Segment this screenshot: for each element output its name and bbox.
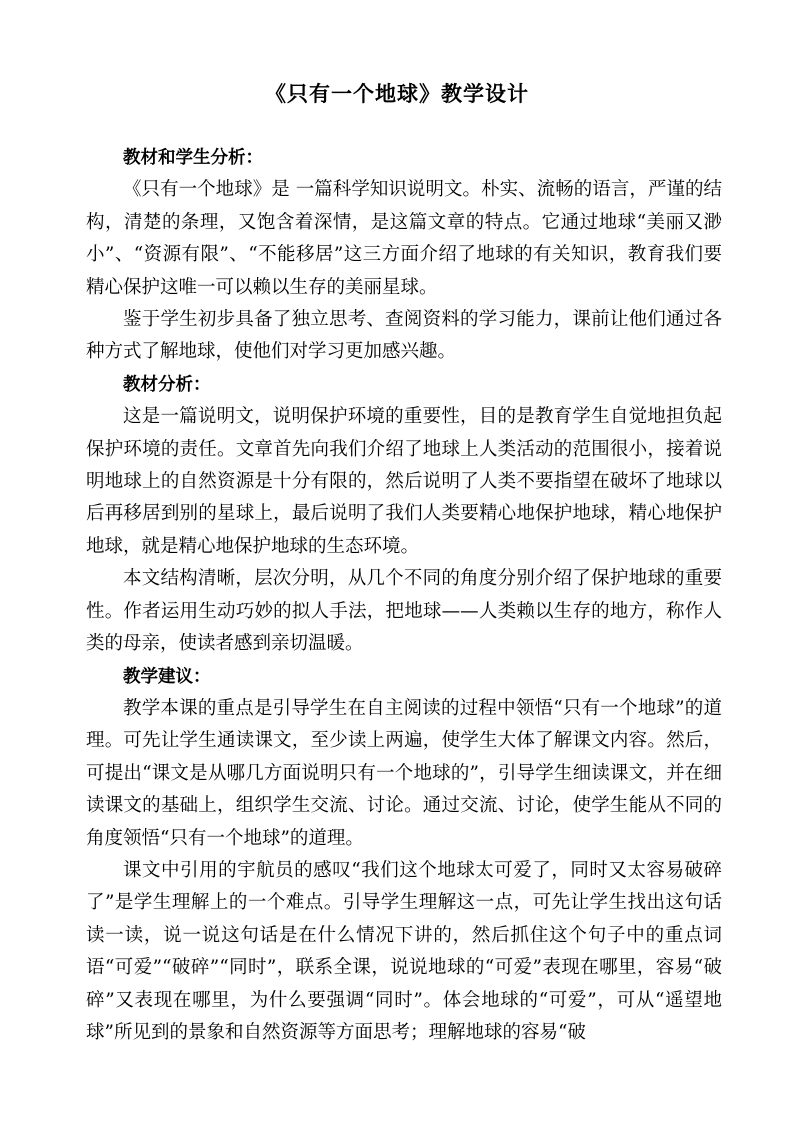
section-heading-materials-students: 教材和学生分析： [123, 148, 263, 168]
paragraph: 鉴于学生初步具备了独立思考、查阅资料的学习能力，课前让他们通过各种方式了解地球，使他们对学习更加感兴趣。 [86, 309, 722, 363]
paragraph: 本文结构清晰，层次分明，从几个不同的角度分别介绍了保护地球的重要性。作者运用生动巧妙的拟人手法，把地球——人类赖以生存的地方，称作人类的母亲，使读者感到亲切温暖。 [86, 568, 722, 655]
paragraph: 这是一篇说明文，说明保护环境的重要性，目的是教育学生自觉地担负起保护环境的责任。文章首先向我们介绍了地球上人类活动的范围很小，接着说明地球上的自然资源是十分有限的，然后说明了人类不要指望在破坏了地球以后再移居到别的星球上，最后说明了我们人类要精心地保护地球，精心地保护地球，就是精心地保护地球的生态环境。 [86, 406, 722, 557]
paragraph: 课文中引用的宇航员的感叹“我们这个地球太可爱了，同时又太容易破碎了”是学生理解上的一个难点。引导学生理解这一点，可先让学生找出这句话读一读，说一说这句话是在什么情况下讲的，然后抓住这个句子中的重点词语“可爱”“破碎”“同时”，联系全课，说说地球的“可爱”表现在哪里，容易“破碎”又表现在哪里，为什么要强调“同时”。体会地球的“可爱”，可从“遥望地球”所见到的景象和自然资源等方面思考；理解地球的容易“破 [86, 859, 722, 1043]
paragraph: 《只有一个地球》是 一篇科学知识说明文。朴实、流畅的语言，严谨的结构，清楚的条理，又饱含着深情，是这篇文章的特点。它通过地球“美丽又渺小”、“资源有限”、“不能移居”这三方面介绍了地球的有关知识，教育我们要精心保护这唯一可以赖以生存的美丽星球。 [86, 179, 722, 298]
document-title: 《只有一个地球》教学设计 [265, 82, 529, 106]
paragraph: 教学本课的重点是引导学生在自主阅读的过程中领悟“只有一个地球”的道理。可先让学生通读课文，至少读上两遍，使学生大体了解课文内容。然后，可提出“课文是从哪几方面说明只有一个地球的”，引导学生细读课文，并在细读课文的基础上，组织学生交流、讨论。通过交流、讨论，使学生能从不同的角度领悟“只有一个地球”的道理。 [86, 697, 722, 849]
document-body [86, 142, 722, 1049]
section-heading-teaching-suggestions: 教学建议： [123, 666, 211, 687]
section-heading-materials: 教材分析： [123, 374, 211, 395]
